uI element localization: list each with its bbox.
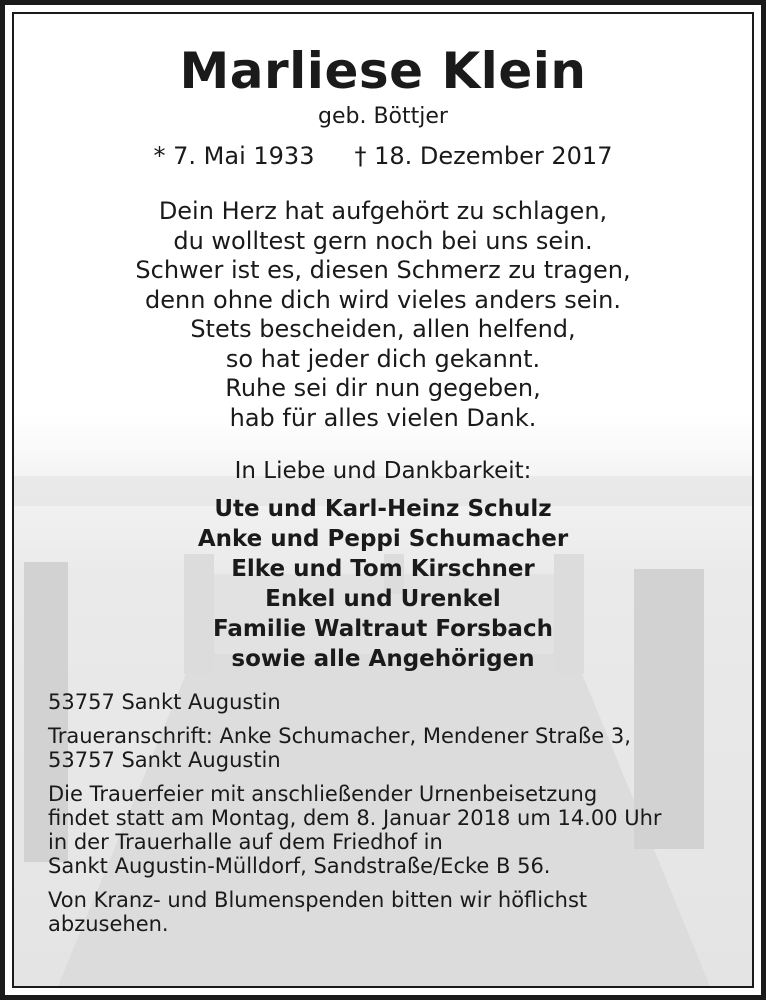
address-block [48,724,732,772]
service-line: Sankt Augustin-Mülldorf, Sandstraße/Ecke B 56. [48,854,551,878]
service-line: Die Trauerfeier mit anschließender Urnenbeisetzung [48,782,598,806]
birth-date: * 7. Mai 1933 [153,142,315,170]
thanks-line: In Liebe und Dankbarkeit: [234,458,532,484]
flowers-block [48,888,732,936]
mourners-list [14,494,752,674]
poem-line: so hat jeder dich gekannt. [225,344,541,373]
address-line: 53757 Sankt Augustin [48,748,281,772]
mourner-entry: Familie Waltraut Forsbach [213,616,553,642]
poem-line: denn ohne dich wird vieles anders sein. [145,285,621,314]
mourner-entry: Anke und Peppi Schumacher [197,526,569,552]
funeral-info [48,690,732,946]
poem-line: du wolltest gern noch bei uns sein. [173,226,593,255]
poem-line: hab für alles vielen Dank. [229,403,537,432]
life-dates [14,142,752,170]
death-date: † 18. Dezember 2017 [354,142,613,170]
mourner-entry: sowie alle Angehörigen [231,646,535,672]
address-line: Traueranschrift: Anke Schumacher, Mendener Straße 3, [48,724,631,748]
poem-line: Dein Herz hat aufgehört zu schlagen, [158,197,608,225]
service-line: in der Trauerhalle auf dem Friedhof in [48,830,443,854]
inner-frame [12,12,754,988]
service-block [48,782,732,878]
poem-line: Ruhe sei dir nun gegeben, [225,374,541,402]
service-line: findet statt am Montag, dem 8. Januar 2018 um 14.00 Uhr [48,806,662,830]
notice-content [14,14,752,986]
poem-line: Schwer ist es, diesen Schmerz zu tragen, [135,256,631,284]
poem [14,197,752,433]
flowers-line: abzusehen. [48,912,169,936]
mourner-entry: Enkel und Urenkel [265,586,501,612]
birth-name: geb. Böttjer [318,104,448,129]
flowers-line: Von Kranz- und Blumenspenden bitten wir höflichst [48,888,588,912]
mourner-entry: Ute und Karl-Heinz Schulz [214,496,552,522]
mourner-entry: Elke und Tom Kirschner [231,556,535,582]
deceased-name: Marliese Klein [179,42,587,100]
poem-line: Stets bescheiden, allen helfend, [190,315,576,343]
place-line: 53757 Sankt Augustin [48,690,281,714]
